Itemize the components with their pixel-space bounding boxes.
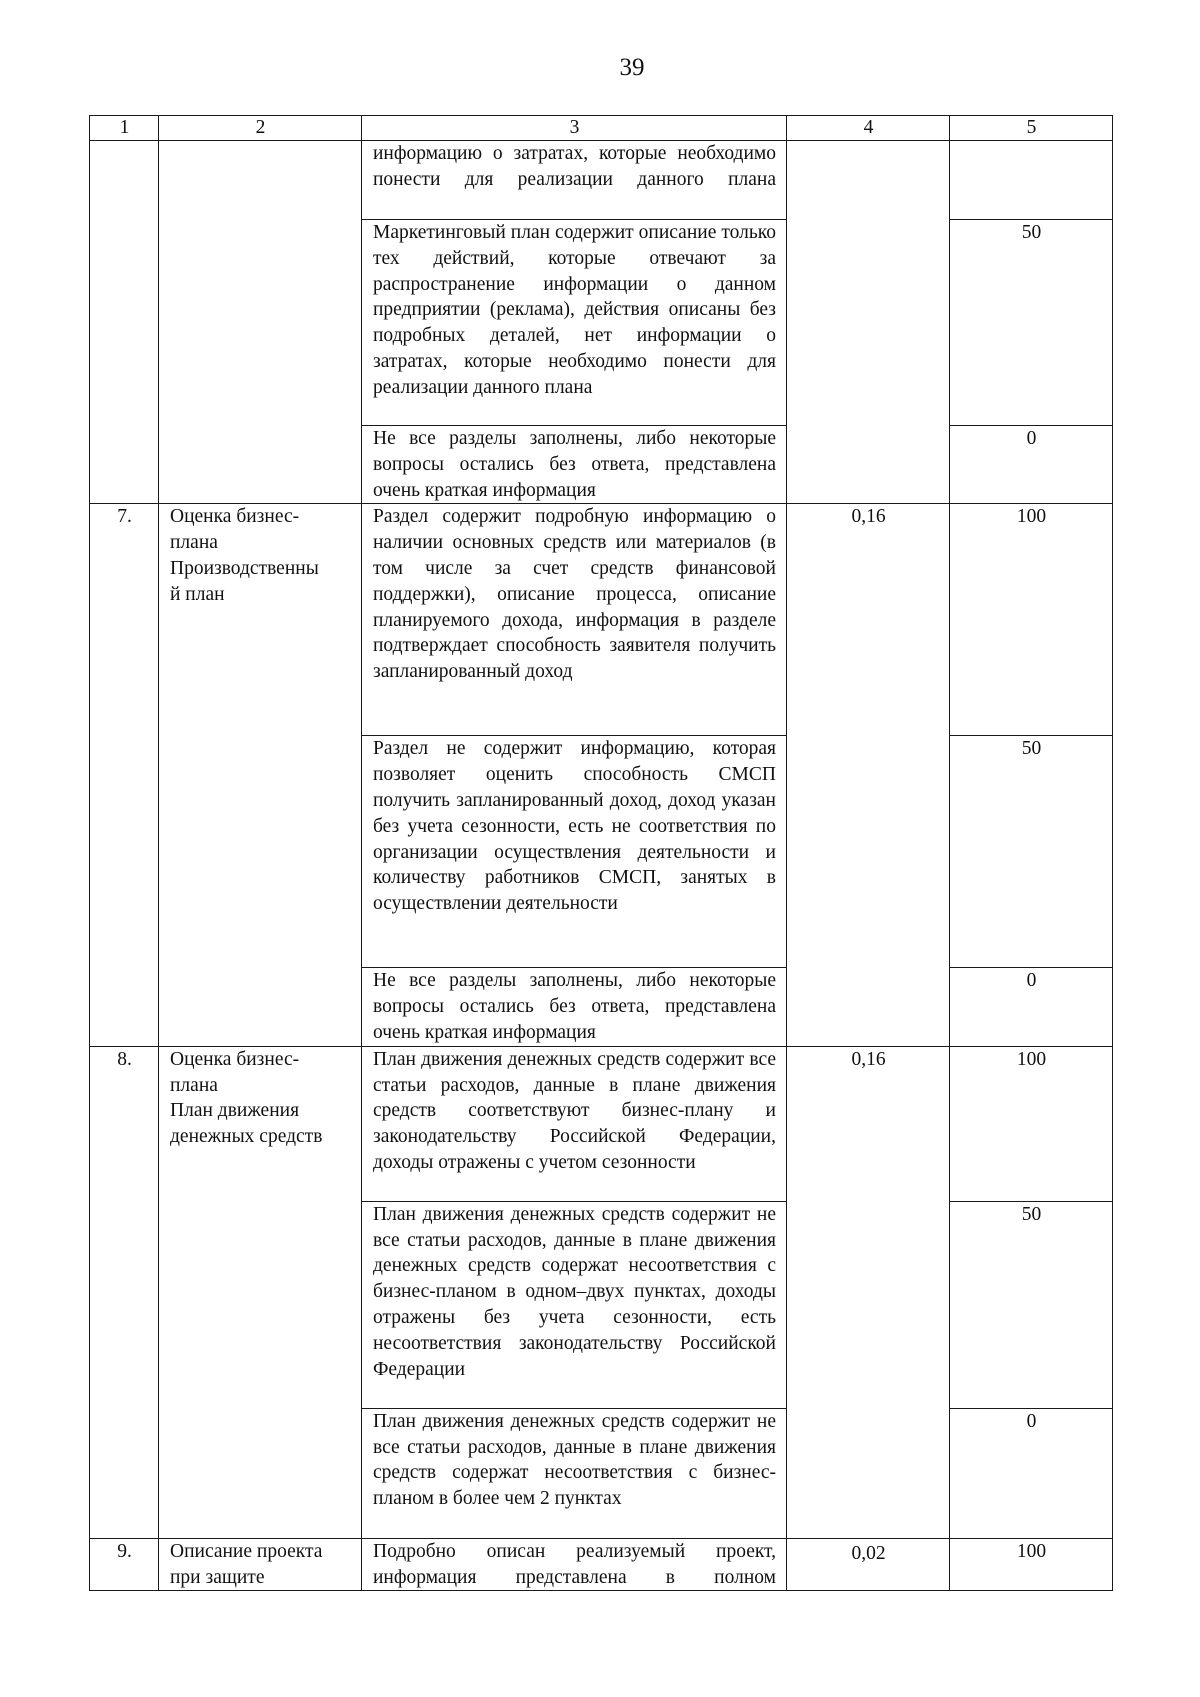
criterion-name-line: й план	[170, 583, 225, 605]
score-cell	[950, 141, 1113, 220]
column-header: 5	[950, 116, 1113, 141]
table-row	[90, 1538, 1113, 1591]
column-header: 1	[90, 116, 159, 141]
table-row	[90, 1046, 1113, 1201]
option-description: План движения денежных средств содержит все статьи расходов, данные в плане движения средств соответствуют бизнес-плану и законодательству Российской Федерации, доходы отражены с учетом сезонности	[362, 1046, 787, 1201]
option-description: Раздел не содержит информацию, которая позволяет оценить способность СМСП получить запланированный доход, доход указан без учета сезонности, есть не соответствия по организации осуществления деятельности и количеству работников СМСП, занятых в осуществлении деятельности	[362, 736, 787, 968]
option-description: информацию о затратах, которые необходимо понести для реализации данного плана	[362, 141, 787, 220]
score-cell: 100	[950, 1538, 1113, 1591]
item-number-cell: 8.	[90, 1046, 159, 1538]
criterion-name-line: Описание проекта	[170, 1540, 323, 1562]
weight-cell: 0,16	[787, 504, 950, 1046]
item-number-cell: 7.	[90, 504, 159, 1046]
score-cell: 50	[950, 220, 1113, 426]
column-header: 4	[787, 116, 950, 141]
table-row	[90, 504, 1113, 736]
score-cell: 50	[950, 736, 1113, 968]
option-description: План движения денежных средств содержит не все статьи расходов, данные в плане движения средств содержат несоответствия с бизнес-планом в более чем 2 пунктах	[362, 1408, 787, 1538]
weight-cell: 0,02	[787, 1538, 950, 1591]
criterion-name-cell	[159, 504, 362, 1046]
criterion-name-line: Оценка бизнес-	[170, 506, 300, 528]
option-description: Маркетинговый план содержит описание только тех действий, которые отвечают за распространение информации о данном предприятии (реклама), действия описаны без подробных деталей, нет информации о затратах, которые необходимо понести для реализации данного плана	[362, 220, 787, 426]
item-number-cell: 9.	[90, 1538, 159, 1591]
criteria-table	[89, 115, 1113, 1591]
criterion-name-cell	[159, 1538, 362, 1591]
criterion-name-line: плана	[170, 532, 218, 554]
criterion-name-line: Производственны	[170, 557, 319, 579]
option-description: Не все разделы заполнены, либо некоторые вопросы остались без ответа, представлена очень краткая информация	[362, 968, 787, 1046]
score-cell: 0	[950, 968, 1113, 1046]
criterion-name-line: плана	[170, 1074, 218, 1096]
criterion-name-line: План движения	[170, 1100, 300, 1122]
score-cell: 0	[950, 426, 1113, 504]
option-description: Подробно описан реализуемый проект, информация представлена в полном	[362, 1538, 787, 1591]
column-header: 2	[159, 116, 362, 141]
score-cell: 100	[950, 1046, 1113, 1201]
weight-cell	[787, 141, 950, 504]
column-header: 3	[362, 116, 787, 141]
score-cell: 0	[950, 1408, 1113, 1538]
weight-cell: 0,16	[787, 1046, 950, 1538]
table-row	[90, 141, 1113, 220]
header-row	[90, 116, 1113, 141]
criterion-name-line: денежных средств	[170, 1126, 323, 1148]
item-number-cell	[90, 141, 159, 504]
page-number: 39	[619, 54, 645, 81]
criterion-name-line: Оценка бизнес-	[170, 1048, 300, 1070]
option-description: План движения денежных средств содержит не все статьи расходов, данные в плане движения денежных средств содержат несоответствия с бизнес-планом в одном–двух пунктах, доходы отражены без учета сезонности, есть несоответствия законодательству Российской Федерации	[362, 1201, 787, 1408]
score-cell: 100	[950, 504, 1113, 736]
criterion-name-line: при защите	[170, 1566, 265, 1588]
criterion-name-cell	[159, 1046, 362, 1538]
score-cell: 50	[950, 1201, 1113, 1408]
option-description: Не все разделы заполнены, либо некоторые вопросы остались без ответа, представлена очень краткая информация	[362, 426, 787, 504]
criterion-name-cell	[159, 141, 362, 504]
option-description: Раздел содержит подробную информацию о наличии основных средств или материалов (в том числе за счет средств финансовой поддержки), описание процесса, описание планируемого дохода, информация в разделе подтверждает способность заявителя получить запланированный доход	[362, 504, 787, 736]
